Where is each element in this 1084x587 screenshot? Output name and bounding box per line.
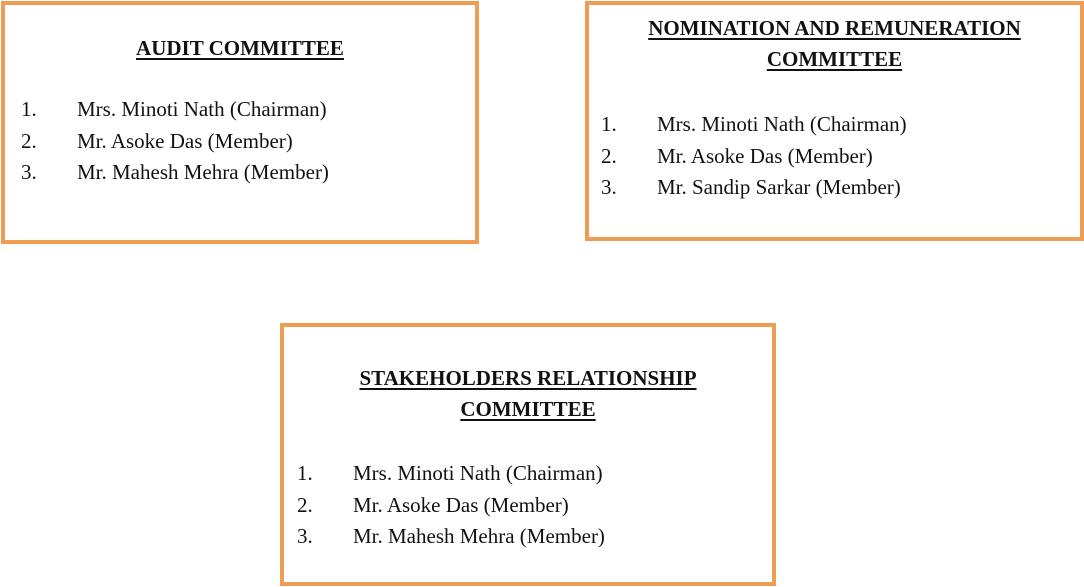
member-name: Mr. Sandip Sarkar (Member) xyxy=(657,175,901,199)
list-item xyxy=(297,521,605,553)
list-item-number: 3. xyxy=(601,175,617,199)
list-item xyxy=(21,94,329,126)
list-item xyxy=(297,490,605,522)
member-name: Mrs. Minoti Nath (Chairman) xyxy=(657,112,907,136)
list-item xyxy=(601,141,907,173)
list-item-number: 2. xyxy=(297,492,313,517)
list-item xyxy=(21,126,329,158)
title-line: NOMINATION AND REMUNERATION xyxy=(648,16,1021,40)
nomination-remuneration-committee-box xyxy=(585,1,1084,241)
title-line: AUDIT COMMITTEE xyxy=(136,36,344,60)
list-item-number: 1. xyxy=(601,112,617,136)
list-item-number: 1. xyxy=(21,97,37,121)
list-item xyxy=(601,109,907,141)
list-item xyxy=(297,458,605,490)
member-name: Mrs. Minoti Nath (Chairman) xyxy=(353,461,603,485)
member-name: Mr. Mahesh Mehra (Member) xyxy=(77,160,329,184)
list-item xyxy=(21,157,329,189)
list-item-number: 1. xyxy=(297,461,313,485)
member-name: Mr. Asoke Das (Member) xyxy=(657,143,873,168)
list-item-number: 2. xyxy=(21,128,37,153)
nomination-remuneration-committee-title xyxy=(589,13,1080,75)
list-item-number: 3. xyxy=(21,160,37,184)
audit-committee-box xyxy=(1,1,479,244)
stakeholders-relationship-committee-member-list xyxy=(297,458,605,553)
list-item xyxy=(601,172,907,204)
title-line: COMMITTEE xyxy=(766,47,903,71)
audit-committee-title xyxy=(5,33,475,64)
nomination-remuneration-committee-member-list xyxy=(601,109,907,204)
audit-committee-member-list xyxy=(21,94,329,189)
member-name: Mr. Asoke Das (Member) xyxy=(77,128,293,153)
member-name: Mr. Mahesh Mehra (Member) xyxy=(353,524,605,548)
list-item-number: 3. xyxy=(297,524,313,548)
stakeholders-relationship-committee-box xyxy=(280,323,776,586)
stakeholders-relationship-committee-title xyxy=(284,363,772,425)
list-item-number: 2. xyxy=(601,143,617,168)
title-line: COMMITTEE xyxy=(460,397,596,421)
member-name: Mr. Asoke Das (Member) xyxy=(353,492,569,517)
member-name: Mrs. Minoti Nath (Chairman) xyxy=(77,97,327,121)
title-line: STAKEHOLDERS RELATIONSHIP xyxy=(359,366,697,390)
